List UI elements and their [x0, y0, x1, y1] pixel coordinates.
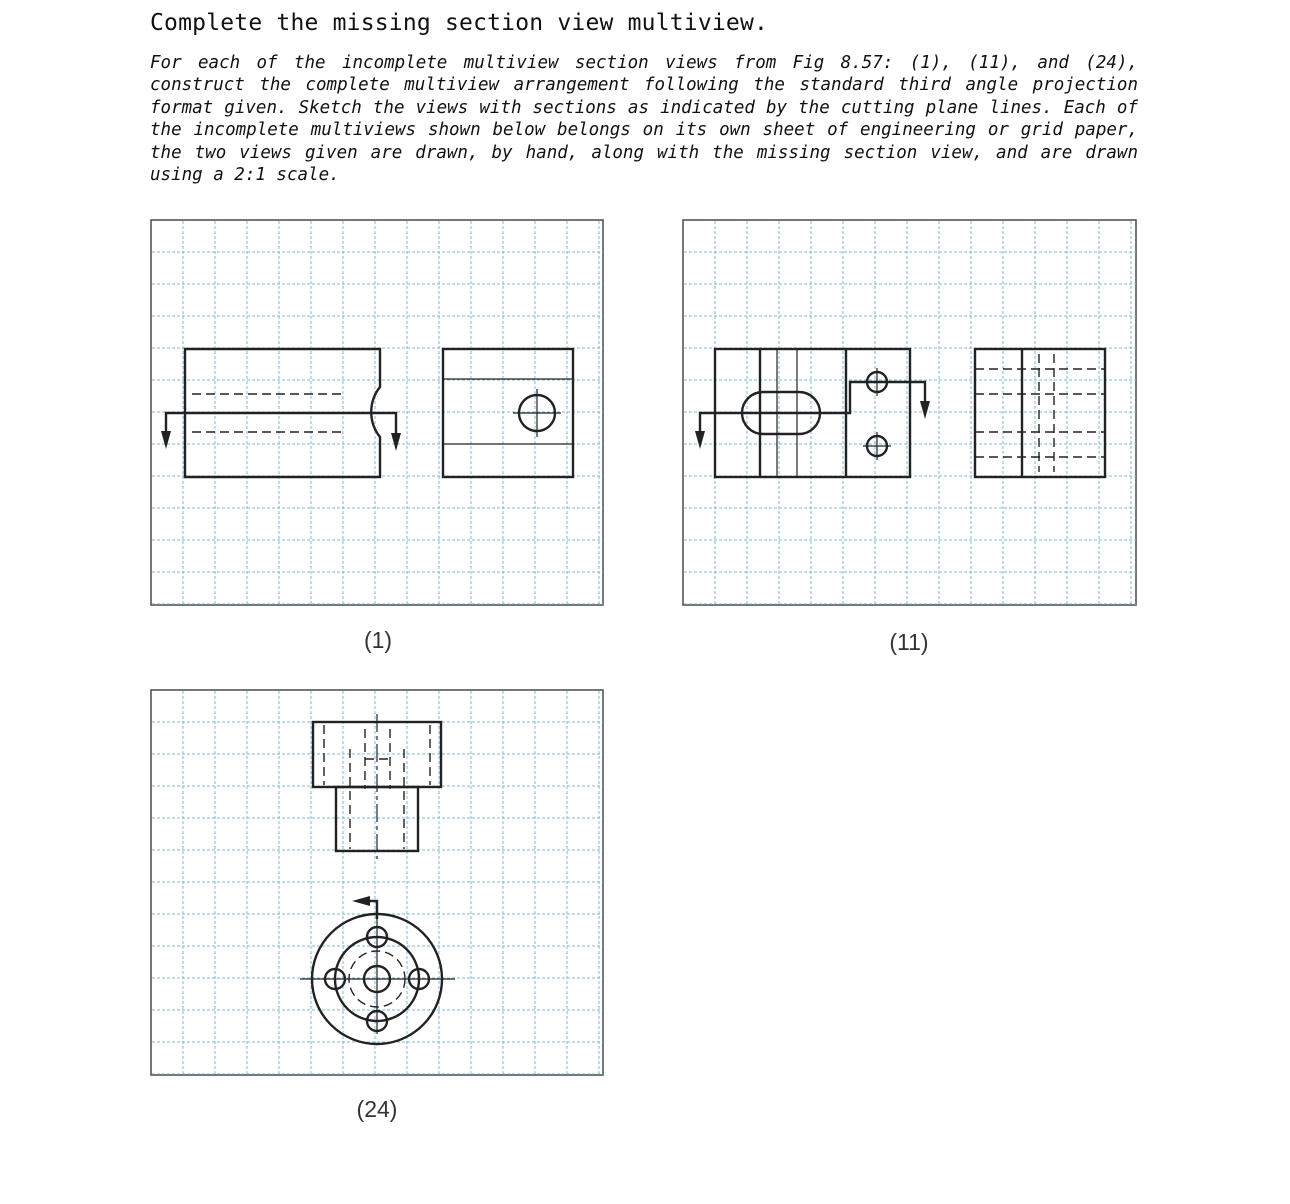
figure-24-label: (24)	[356, 1096, 398, 1122]
page-title: Complete the missing section view multiview.	[150, 10, 769, 36]
figure-1-grid	[150, 219, 605, 607]
figure-24-drawing	[150, 689, 605, 1077]
figure-11-grid	[682, 219, 1138, 607]
instructions-text: For each of the incomplete multiview section views from Fig 8.57: (1), (11), and (24), construct the complete multiview arrangement following the standard third angle projection format given. Sketch the views with sections as indicated by the cutting plane lines. Each of the incomplete multiviews shown below belongs on its own sheet of engineering or grid paper, the two views given are drawn, by hand, along with the missing section view, and are drawn using a 2:1 scale.	[150, 53, 1138, 186]
figure-24-grid	[150, 689, 605, 1077]
figure-11-drawing	[682, 219, 1138, 607]
figure-1-label: (1)	[363, 627, 393, 653]
figure-11-label: (11)	[889, 629, 929, 655]
figure-1-drawing	[150, 219, 605, 607]
